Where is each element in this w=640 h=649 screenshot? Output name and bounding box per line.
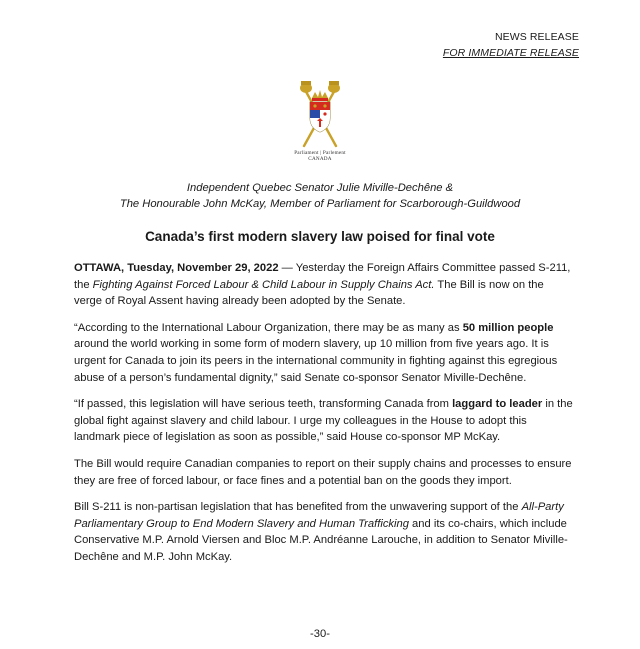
paragraph-1-text-b: The Bill is now on the verge of Royal Assent having already been adopted by the Senate. bbox=[74, 278, 544, 308]
logo-caption-line1: Parliament | Parlement bbox=[294, 150, 346, 156]
paragraph-3-text-b: in the global fight against slavery and child labour. I urge my colleagues in the House to adopt this landmark piece of legislation as soon as possible,” said House co-sponsor MP McKay. bbox=[74, 398, 573, 444]
paragraph-3-emphasis: laggard to leader bbox=[452, 398, 543, 411]
byline-mp: The Honourable John McKay, Member of Parliament for Scarborough-Guildwood bbox=[119, 198, 521, 210]
paragraph-3-text-a: “If passed, this legislation will have serious teeth, transforming Canada from bbox=[74, 398, 453, 411]
bill-title: Fighting Against Forced Labour & Child Labour in Supply Chains Act. bbox=[92, 278, 435, 291]
paragraph-1-text-a: — Yesterday the Foreign Affairs Committee passed S-211, the bbox=[74, 262, 571, 291]
byline-senator: Independent Quebec Senator Julie Miville-Dechêne & bbox=[186, 182, 454, 194]
paragraph-4: The Bill would require Canadian companies to report on their supply chains and processes to ensure they are free of forced labour, or face fines and a potential ban on the goods they import. bbox=[74, 457, 572, 487]
parliament-logo bbox=[290, 78, 350, 174]
paragraph-5-text-b: and its co-chairs, which include Conservative M.P. Arnold Viersen and Bloc M.P. Andréanne Larouche, in addition to Senator Miville-Dechêne and M.P. John McKay. bbox=[74, 517, 568, 563]
paragraph-2 bbox=[74, 320, 574, 386]
release-body bbox=[74, 260, 574, 576]
paragraph-1 bbox=[74, 260, 574, 310]
paragraph-2-text-b: around the world working in some form of modern slavery, up 10 million from five years ago. It is urgent for Canada to join its peers in the international community in fighting against this egregious abuse of a person’s fundamental dignity,” said Senate co-sponsor Senator Miville-Dechêne. bbox=[74, 338, 558, 384]
logo-caption-line2: CANADA bbox=[308, 156, 332, 162]
paragraph-5-text-a: Bill S-211 is non-partisan legislation that has benefited from the unwavering support of the bbox=[74, 501, 522, 514]
paragraph-5 bbox=[74, 499, 574, 565]
immediate-release-label: FOR IMMEDIATE RELEASE bbox=[442, 47, 579, 59]
parliament-crest-icon bbox=[298, 78, 342, 150]
end-marker: -30- bbox=[310, 628, 330, 640]
dateline: OTTAWA, Tuesday, November 29, 2022 bbox=[74, 262, 279, 274]
paragraph-2-text-a: “According to the International Labour Organization, there may be as many as bbox=[74, 321, 463, 334]
paragraph-2-emphasis: 50 million people bbox=[462, 321, 554, 334]
release-type: NEWS RELEASE bbox=[494, 31, 579, 43]
headline: Canada’s first modern slavery law poised for final vote bbox=[145, 229, 495, 244]
paragraph-3 bbox=[74, 396, 574, 446]
release-header bbox=[443, 29, 579, 61]
appg-name: All-Party Parliamentary Group to End Modern Slavery and Human Trafficking bbox=[74, 501, 564, 530]
byline bbox=[60, 180, 580, 212]
